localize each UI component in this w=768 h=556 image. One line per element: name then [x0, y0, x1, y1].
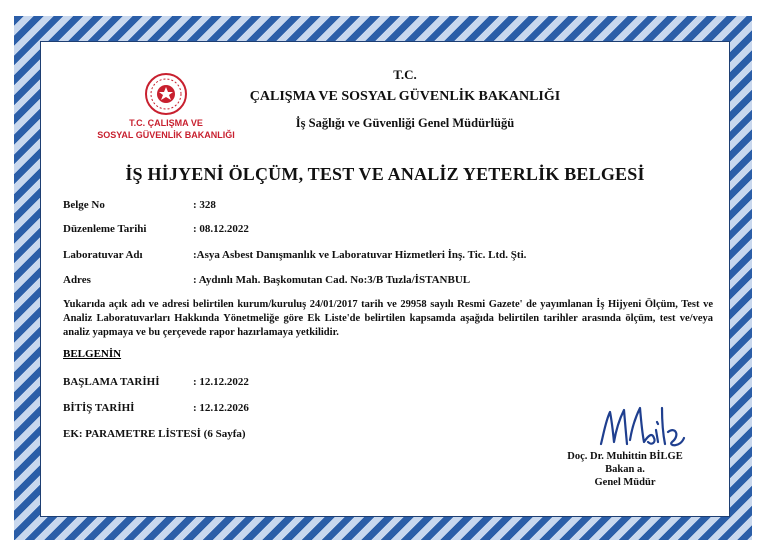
- signatory-title-1: Bakan a.: [605, 464, 645, 475]
- certificate-title: İŞ HİJYENİ ÖLÇÜM, TEST VE ANALİZ YETERLİK BELGESİ: [125, 164, 645, 184]
- field-value-belge-no: : 328: [193, 199, 216, 211]
- field-value-laboratuvar: :Asya Asbest Danışmanlık ve Laboratuvar Hizmetleri İnş. Tic. Ltd. Şti.: [193, 249, 527, 261]
- signatory-name: Doç. Dr. Muhittin BİLGE: [567, 451, 683, 462]
- field-label-adres: Adres: [63, 274, 91, 286]
- certificate-body: [40, 41, 730, 517]
- end-date-value: : 12.12.2026: [193, 402, 249, 414]
- logo-caption-line1: T.C. ÇALIŞMA VE: [129, 118, 203, 128]
- signatory-title-2: Genel Müdür: [594, 477, 656, 488]
- header-tc: T.C.: [393, 67, 417, 82]
- handwritten-signature: [596, 402, 691, 454]
- field-label-duzenleme: Düzenleme Tarihi: [63, 223, 147, 235]
- field-value-adres: : Aydınlı Mah. Başkomutan Cad. No:3/B Tuzla/İSTANBUL: [193, 274, 471, 286]
- validity-heading: BELGENİN: [63, 348, 122, 360]
- annex-note: EK: PARAMETRE LİSTESİ (6 Sayfa): [63, 428, 246, 440]
- field-label-laboratuvar: Laboratuvar Adı: [63, 249, 143, 261]
- start-date-label: BAŞLAMA TARİHİ: [63, 376, 160, 388]
- header-ministry: ÇALIŞMA VE SOSYAL GÜVENLİK BAKANLIĞI: [249, 89, 561, 104]
- header-directorate: İş Sağlığı ve Güvenliği Genel Müdürlüğü: [295, 116, 515, 130]
- authorization-paragraph: Yukarıda açık adı ve adresi belirtilen kurum/kuruluş 24/01/2017 tarih ve 29958 sayılı Resmi Gazete' de yayımlanan İş Hijyeni Ölçüm, Test ve Analiz Laboratuvarları Hakkında Yönetmeliğe göre Ek Liste'de belirtilen kapsamda aşağıda belirtilen tarihler arasında ölçüm, test ve/veya analiz yapmaya ve bu çerçevede rapor hazırlamaya yetkilidir.: [63, 299, 713, 338]
- start-date-value: : 12.12.2022: [193, 376, 249, 388]
- field-value-duzenleme: : 08.12.2022: [193, 223, 249, 235]
- end-date-label: BİTİŞ TARİHİ: [63, 402, 135, 414]
- field-label-belge-no: Belge No: [63, 199, 105, 211]
- logo-caption-line2: SOSYAL GÜVENLİK BAKANLIĞI: [97, 130, 235, 140]
- signatory-block: [561, 450, 689, 489]
